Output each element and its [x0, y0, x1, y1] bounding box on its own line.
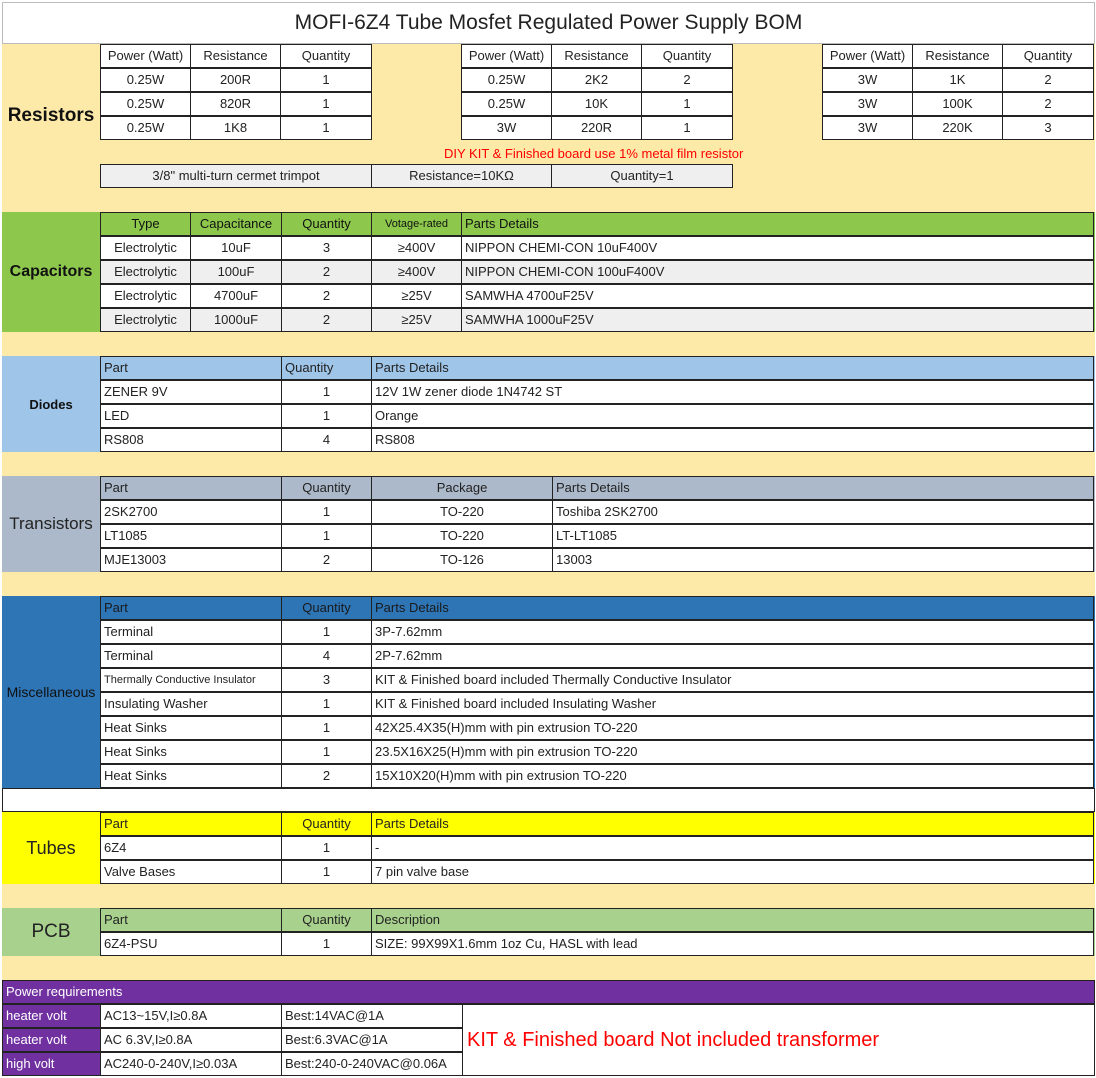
tube-header-cell: Parts Details: [371, 812, 1094, 836]
misc-header-cell: Parts Details: [371, 596, 1094, 620]
resistor-cell: 1: [280, 116, 372, 140]
spacer: [2, 956, 1095, 980]
misc-header-cell: Quantity: [281, 596, 372, 620]
resistor-cell: 0.25W: [461, 92, 552, 116]
capacitor-cell: SAMWHA 4700uF25V: [461, 284, 1094, 308]
misc-cell: 1: [281, 620, 372, 644]
capacitor-cell: 1000uF: [190, 308, 282, 332]
diode-header-cell: Quantity: [281, 356, 372, 380]
tube-cell: 7 pin valve base: [371, 860, 1094, 884]
transistor-header-cell: Part: [100, 476, 282, 500]
pcb-cell: 6Z4-PSU: [100, 932, 282, 956]
misc-cell: 4: [281, 644, 372, 668]
resistor-cell: 3W: [461, 116, 552, 140]
misc-cell: 2: [281, 764, 372, 788]
misc-cell: 1: [281, 740, 372, 764]
resistor-header-cell: Resistance: [190, 44, 281, 68]
transistors-label: Transistors: [9, 514, 93, 533]
tube-cell: 1: [281, 860, 372, 884]
capacitor-cell: Electrolytic: [100, 284, 191, 308]
diode-cell: RS808: [100, 428, 282, 452]
diode-cell: RS808: [371, 428, 1094, 452]
resistor-header-cell: Resistance: [912, 44, 1003, 68]
spacer: [2, 188, 1095, 212]
trimpot-resistance: Resistance=10KΩ: [371, 164, 552, 188]
misc-cell: Insulating Washer: [100, 692, 282, 716]
power-label-cell: heater volt: [2, 1004, 101, 1028]
resistor-cell: 220R: [551, 116, 642, 140]
resistors-label: Resistors: [7, 105, 95, 126]
misc-cell: Heat Sinks: [100, 764, 282, 788]
transistor-cell: MJE13003: [100, 548, 282, 572]
pcb-label: PCB: [31, 921, 71, 942]
power-best-cell: Best:14VAC@1A: [281, 1004, 463, 1028]
capacitor-cell: Electrolytic: [100, 308, 191, 332]
resistor-cell: 2: [1002, 68, 1094, 92]
misc-cell: 2P-7.62mm: [371, 644, 1094, 668]
resistor-header-cell: Quantity: [280, 44, 372, 68]
misc-cell: 23.5X16X25(H)mm with pin extrusion TO-220: [371, 740, 1094, 764]
power-note-cell: KIT & Finished board Not included transformer: [462, 1004, 1095, 1076]
capacitor-cell: Electrolytic: [100, 260, 191, 284]
capacitor-cell: Electrolytic: [100, 236, 191, 260]
pcb-cell: 1: [281, 932, 372, 956]
transistor-cell: TO-126: [371, 548, 553, 572]
resistor-cell: 100K: [912, 92, 1003, 116]
misc-header-cell: Part: [100, 596, 282, 620]
resistor-cell: 1K8: [190, 116, 281, 140]
tube-cell: Valve Bases: [100, 860, 282, 884]
tube-cell: 6Z4: [100, 836, 282, 860]
page-title: MOFI-6Z4 Tube Mosfet Regulated Power Supply BOM: [294, 11, 803, 34]
resistor-cell: 1: [280, 68, 372, 92]
tube-header-cell: Quantity: [281, 812, 372, 836]
misc-cell: Terminal: [100, 644, 282, 668]
spacer: [2, 332, 1095, 356]
resistor-cell: 2: [1002, 92, 1094, 116]
pcb-header-cell: Quantity: [281, 908, 372, 932]
transistor-cell: 2SK2700: [100, 500, 282, 524]
diode-cell: ZENER 9V: [100, 380, 282, 404]
capacitor-cell: 2: [281, 260, 372, 284]
resistor-header-cell: Quantity: [1002, 44, 1094, 68]
power-spec-cell: AC240-0-240V,I≥0.03A: [100, 1052, 282, 1076]
diode-cell: 4: [281, 428, 372, 452]
resistor-cell: 0.25W: [100, 92, 191, 116]
resistor-cell: 2: [641, 68, 733, 92]
misc-cell: 42X25.4X35(H)mm with pin extrusion TO-220: [371, 716, 1094, 740]
misc-cell: Terminal: [100, 620, 282, 644]
power-label-cell: high volt: [2, 1052, 101, 1076]
misc-cell: Thermally Conductive Insulator: [100, 668, 282, 692]
resistor-cell: 3W: [822, 92, 913, 116]
trimpot-type: 3/8" multi-turn cermet trimpot: [100, 164, 372, 188]
capacitor-cell: ≥25V: [371, 308, 462, 332]
tube-header-cell: Part: [100, 812, 282, 836]
resistor-header-cell: Power (Watt): [461, 44, 552, 68]
capacitor-cell: 3: [281, 236, 372, 260]
misc-cell: Heat Sinks: [100, 740, 282, 764]
capacitor-header-cell: Votage-rated: [371, 212, 462, 236]
transistor-cell: 13003: [552, 548, 1094, 572]
power-header: Power requirements: [2, 980, 1095, 1004]
resistor-cell: 0.25W: [100, 68, 191, 92]
resistor-header-cell: Quantity: [641, 44, 733, 68]
power-spec-cell: AC13~15V,I≥0.8A: [100, 1004, 282, 1028]
pcb-cell: SIZE: 99X99X1.6mm 1oz Cu, HASL with lead: [371, 932, 1094, 956]
empty-row: [2, 788, 1095, 812]
capacitor-cell: 2: [281, 308, 372, 332]
resistor-cell: 1: [280, 92, 372, 116]
resistor-cell: 3W: [822, 68, 913, 92]
resistor-cell: 3W: [822, 116, 913, 140]
trimpot-quantity: Quantity=1: [551, 164, 733, 188]
resistor-cell: 10K: [551, 92, 642, 116]
misc-cell: KIT & Finished board included Thermally Conductive Insulator: [371, 668, 1094, 692]
transistor-header-cell: Package: [371, 476, 553, 500]
misc-cell: 1: [281, 692, 372, 716]
capacitor-cell: NIPPON CHEMI-CON 10uF400V: [461, 236, 1094, 260]
misc-cell: KIT & Finished board included Insulating Washer: [371, 692, 1094, 716]
diode-cell: Orange: [371, 404, 1094, 428]
diode-cell: 12V 1W zener diode 1N4742 ST: [371, 380, 1094, 404]
capacitor-header-cell: Type: [100, 212, 191, 236]
capacitor-cell: 2: [281, 284, 372, 308]
misc-cell: 1: [281, 716, 372, 740]
diode-header-cell: Parts Details: [371, 356, 1094, 380]
capacitor-cell: 10uF: [190, 236, 282, 260]
capacitor-cell: 4700uF: [190, 284, 282, 308]
transistor-cell: LT1085: [100, 524, 282, 548]
resistor-cell: 1K: [912, 68, 1003, 92]
power-best-cell: Best:6.3VAC@1A: [281, 1028, 463, 1052]
transistor-cell: LT-LT1085: [552, 524, 1094, 548]
transistor-cell: TO-220: [371, 524, 553, 548]
misc-cell: Heat Sinks: [100, 716, 282, 740]
transistor-cell: 1: [281, 500, 372, 524]
spacer: [2, 884, 1095, 908]
diode-cell: 1: [281, 404, 372, 428]
capacitor-cell: NIPPON CHEMI-CON 100uF400V: [461, 260, 1094, 284]
transistor-cell: 1: [281, 524, 372, 548]
power-spec-cell: AC 6.3V,I≥0.8A: [100, 1028, 282, 1052]
resistor-note: DIY KIT & Finished board use 1% metal film resistor: [444, 146, 744, 161]
transistor-cell: Toshiba 2SK2700: [552, 500, 1094, 524]
capacitor-header-cell: Quantity: [281, 212, 372, 236]
power-label-cell: heater volt: [2, 1028, 101, 1052]
misc-cell: 3P-7.62mm: [371, 620, 1094, 644]
transistor-cell: 2: [281, 548, 372, 572]
capacitor-cell: ≥400V: [371, 236, 462, 260]
resistor-cell: 200R: [190, 68, 281, 92]
transistor-cell: TO-220: [371, 500, 553, 524]
resistor-cell: 820R: [190, 92, 281, 116]
capacitor-cell: 100uF: [190, 260, 282, 284]
power-best-cell: Best:240-0-240VAC@0.06A: [281, 1052, 463, 1076]
diode-cell: 1: [281, 380, 372, 404]
spacer: [2, 452, 1095, 476]
diodes-label: Diodes: [29, 396, 73, 412]
pcb-header-cell: Part: [100, 908, 282, 932]
capacitor-header-cell: Parts Details: [461, 212, 1094, 236]
tubes-label: Tubes: [26, 837, 76, 858]
resistor-cell: 0.25W: [100, 116, 191, 140]
tube-cell: -: [371, 836, 1094, 860]
title-bar: [2, 2, 1095, 44]
resistor-header-cell: Power (Watt): [822, 44, 913, 68]
transistor-header-cell: Parts Details: [552, 476, 1094, 500]
pcb-header-cell: Description: [371, 908, 1094, 932]
misc-cell: 15X10X20(H)mm with pin extrusion TO-220: [371, 764, 1094, 788]
capacitors-label: Capacitors: [9, 263, 93, 280]
resistor-cell: 0.25W: [461, 68, 552, 92]
misc-cell: 3: [281, 668, 372, 692]
resistor-header-cell: Resistance: [551, 44, 642, 68]
resistor-header-cell: Power (Watt): [100, 44, 191, 68]
capacitor-cell: ≥25V: [371, 284, 462, 308]
capacitor-header-cell: Capacitance: [190, 212, 282, 236]
misc-label: Miscellaneous: [6, 684, 96, 700]
spacer: [2, 572, 1095, 596]
capacitor-cell: SAMWHA 1000uF25V: [461, 308, 1094, 332]
capacitor-cell: ≥400V: [371, 260, 462, 284]
resistor-cell: 3: [1002, 116, 1094, 140]
resistor-cell: 1: [641, 116, 733, 140]
resistor-cell: 220K: [912, 116, 1003, 140]
tube-cell: 1: [281, 836, 372, 860]
diode-header-cell: Part: [100, 356, 282, 380]
transistor-header-cell: Quantity: [281, 476, 372, 500]
resistor-cell: 2K2: [551, 68, 642, 92]
resistor-cell: 1: [641, 92, 733, 116]
diode-cell: LED: [100, 404, 282, 428]
